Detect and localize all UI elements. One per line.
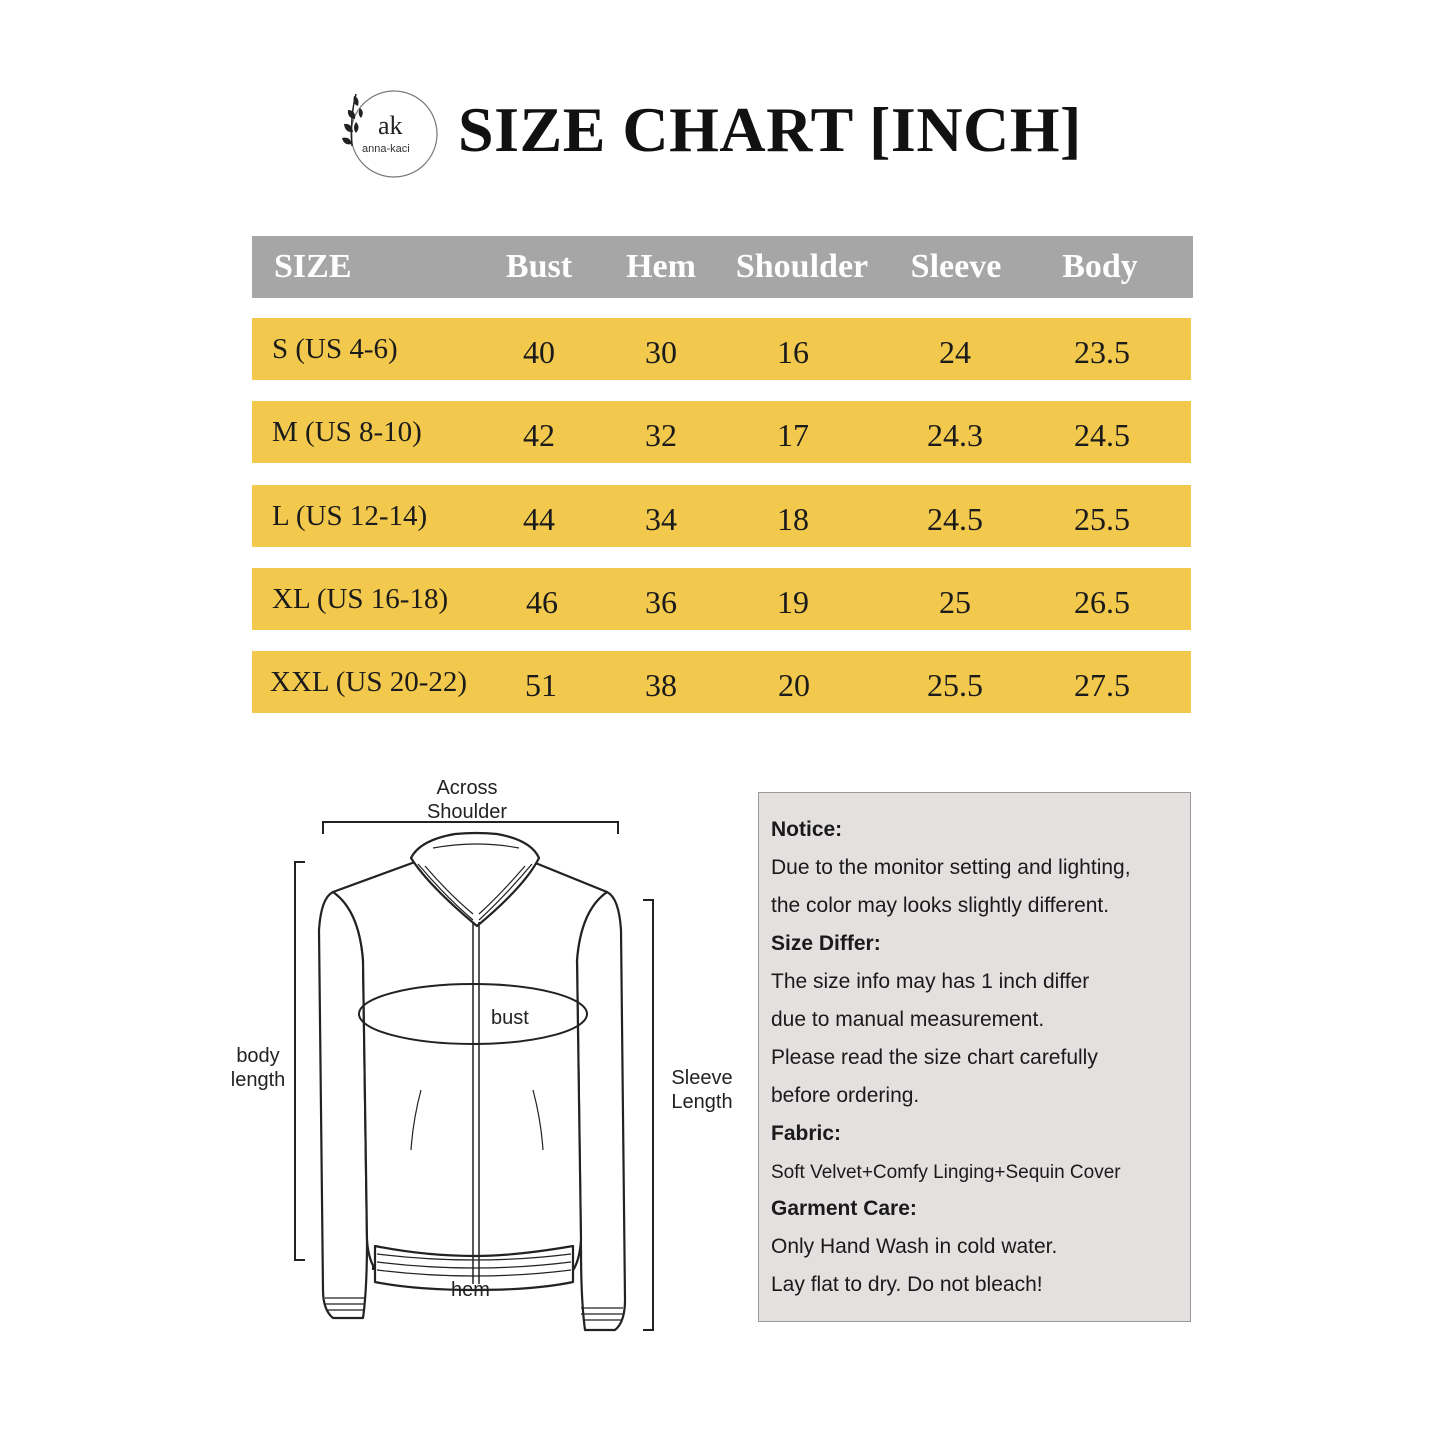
body-cell: 26.5: [1074, 584, 1130, 620]
bust-cell: 46: [526, 584, 558, 620]
notice-text-line: Due to the monitor setting and lighting,: [771, 856, 1131, 879]
body-cell: 27.5: [1074, 667, 1130, 703]
size-differ-heading: Size Differ:: [771, 932, 881, 955]
body-cell: 24.5: [1074, 417, 1130, 453]
size-differ-line: The size info may has 1 inch differ: [771, 970, 1090, 993]
notice-heading: Notice:: [771, 818, 843, 841]
sleeve-cell: 25.5: [927, 667, 983, 703]
size-differ-line: due to manual measurement.: [771, 1008, 1045, 1031]
garment-care-line: Lay flat to dry. Do not bleach!: [771, 1273, 1043, 1296]
table-row: [252, 485, 1191, 547]
garment-care-heading: Garment Care:: [771, 1197, 917, 1220]
size-cell: XXL (US 20-22): [270, 666, 468, 698]
fabric-heading: Fabric:: [771, 1122, 842, 1145]
shoulder-cell: 19: [777, 584, 809, 620]
col-header-size: SIZE: [274, 248, 352, 285]
bust-cell: 42: [523, 417, 555, 453]
page-header: [0, 80, 1445, 180]
svg-text:anna-kaci: anna-kaci: [362, 143, 410, 155]
bust-cell: 44: [523, 501, 555, 537]
bust-label: bust: [491, 1007, 529, 1029]
hem-cell: 32: [645, 417, 677, 453]
shoulder-cell: 18: [777, 501, 809, 537]
hem-cell: 34: [645, 501, 677, 537]
size-differ-line: Please read the size chart carefully: [771, 1046, 1098, 1069]
shoulder-cell: 20: [778, 667, 810, 703]
size-cell: L (US 12-14): [272, 500, 428, 532]
hem-cell: 38: [645, 667, 677, 703]
body-cell: 23.5: [1074, 334, 1130, 370]
size-table-header: [252, 236, 1193, 298]
table-row: [252, 568, 1191, 630]
size-cell: XL (US 16-18): [272, 583, 449, 615]
col-header-shoulder: Shoulder: [735, 248, 869, 285]
brand-logo: [338, 86, 438, 180]
sleeve-cell: 24.5: [927, 501, 983, 537]
jacket-measurement-diagram: [215, 770, 750, 1345]
svg-text:ak: ak: [378, 111, 403, 140]
fabric-line: Soft Velvet+Comfy Linging+Sequin Cover: [771, 1162, 1121, 1183]
size-cell: M (US 8-10): [272, 416, 422, 448]
body-length-label: body length: [230, 1045, 286, 1091]
hem-label: hem: [451, 1279, 490, 1301]
size-cell: S (US 4-6): [272, 333, 398, 365]
hem-cell: 30: [645, 334, 677, 370]
body-cell: 25.5: [1074, 501, 1130, 537]
size-differ-line: before ordering.: [771, 1084, 920, 1107]
col-header-bust: Bust: [505, 248, 573, 285]
across-shoulder-label: Across Shoulder: [426, 777, 508, 823]
jacket-illustration: [215, 770, 750, 1345]
notice-box: [758, 792, 1191, 1322]
shoulder-cell: 17: [777, 417, 809, 453]
page-title: SIZE CHART [INCH]: [458, 94, 1082, 165]
col-header-sleeve: Sleeve: [910, 248, 1002, 285]
sleeve-cell: 24: [939, 334, 971, 370]
col-header-body: Body: [1062, 248, 1138, 285]
sleeve-cell: 25: [939, 584, 971, 620]
bust-cell: 40: [523, 334, 555, 370]
col-header-hem: Hem: [626, 248, 696, 285]
table-row: [252, 401, 1191, 463]
bust-cell: 51: [525, 667, 557, 703]
notice-text-line: the color may looks slightly different.: [771, 894, 1110, 917]
garment-care-line: Only Hand Wash in cold water.: [771, 1235, 1058, 1258]
sleeve-cell: 24.3: [927, 417, 983, 453]
sleeve-length-label: Sleeve Length: [671, 1067, 733, 1113]
shoulder-cell: 16: [777, 334, 809, 370]
hem-cell: 36: [645, 584, 677, 620]
table-row: [252, 318, 1191, 380]
table-row: [252, 651, 1191, 713]
